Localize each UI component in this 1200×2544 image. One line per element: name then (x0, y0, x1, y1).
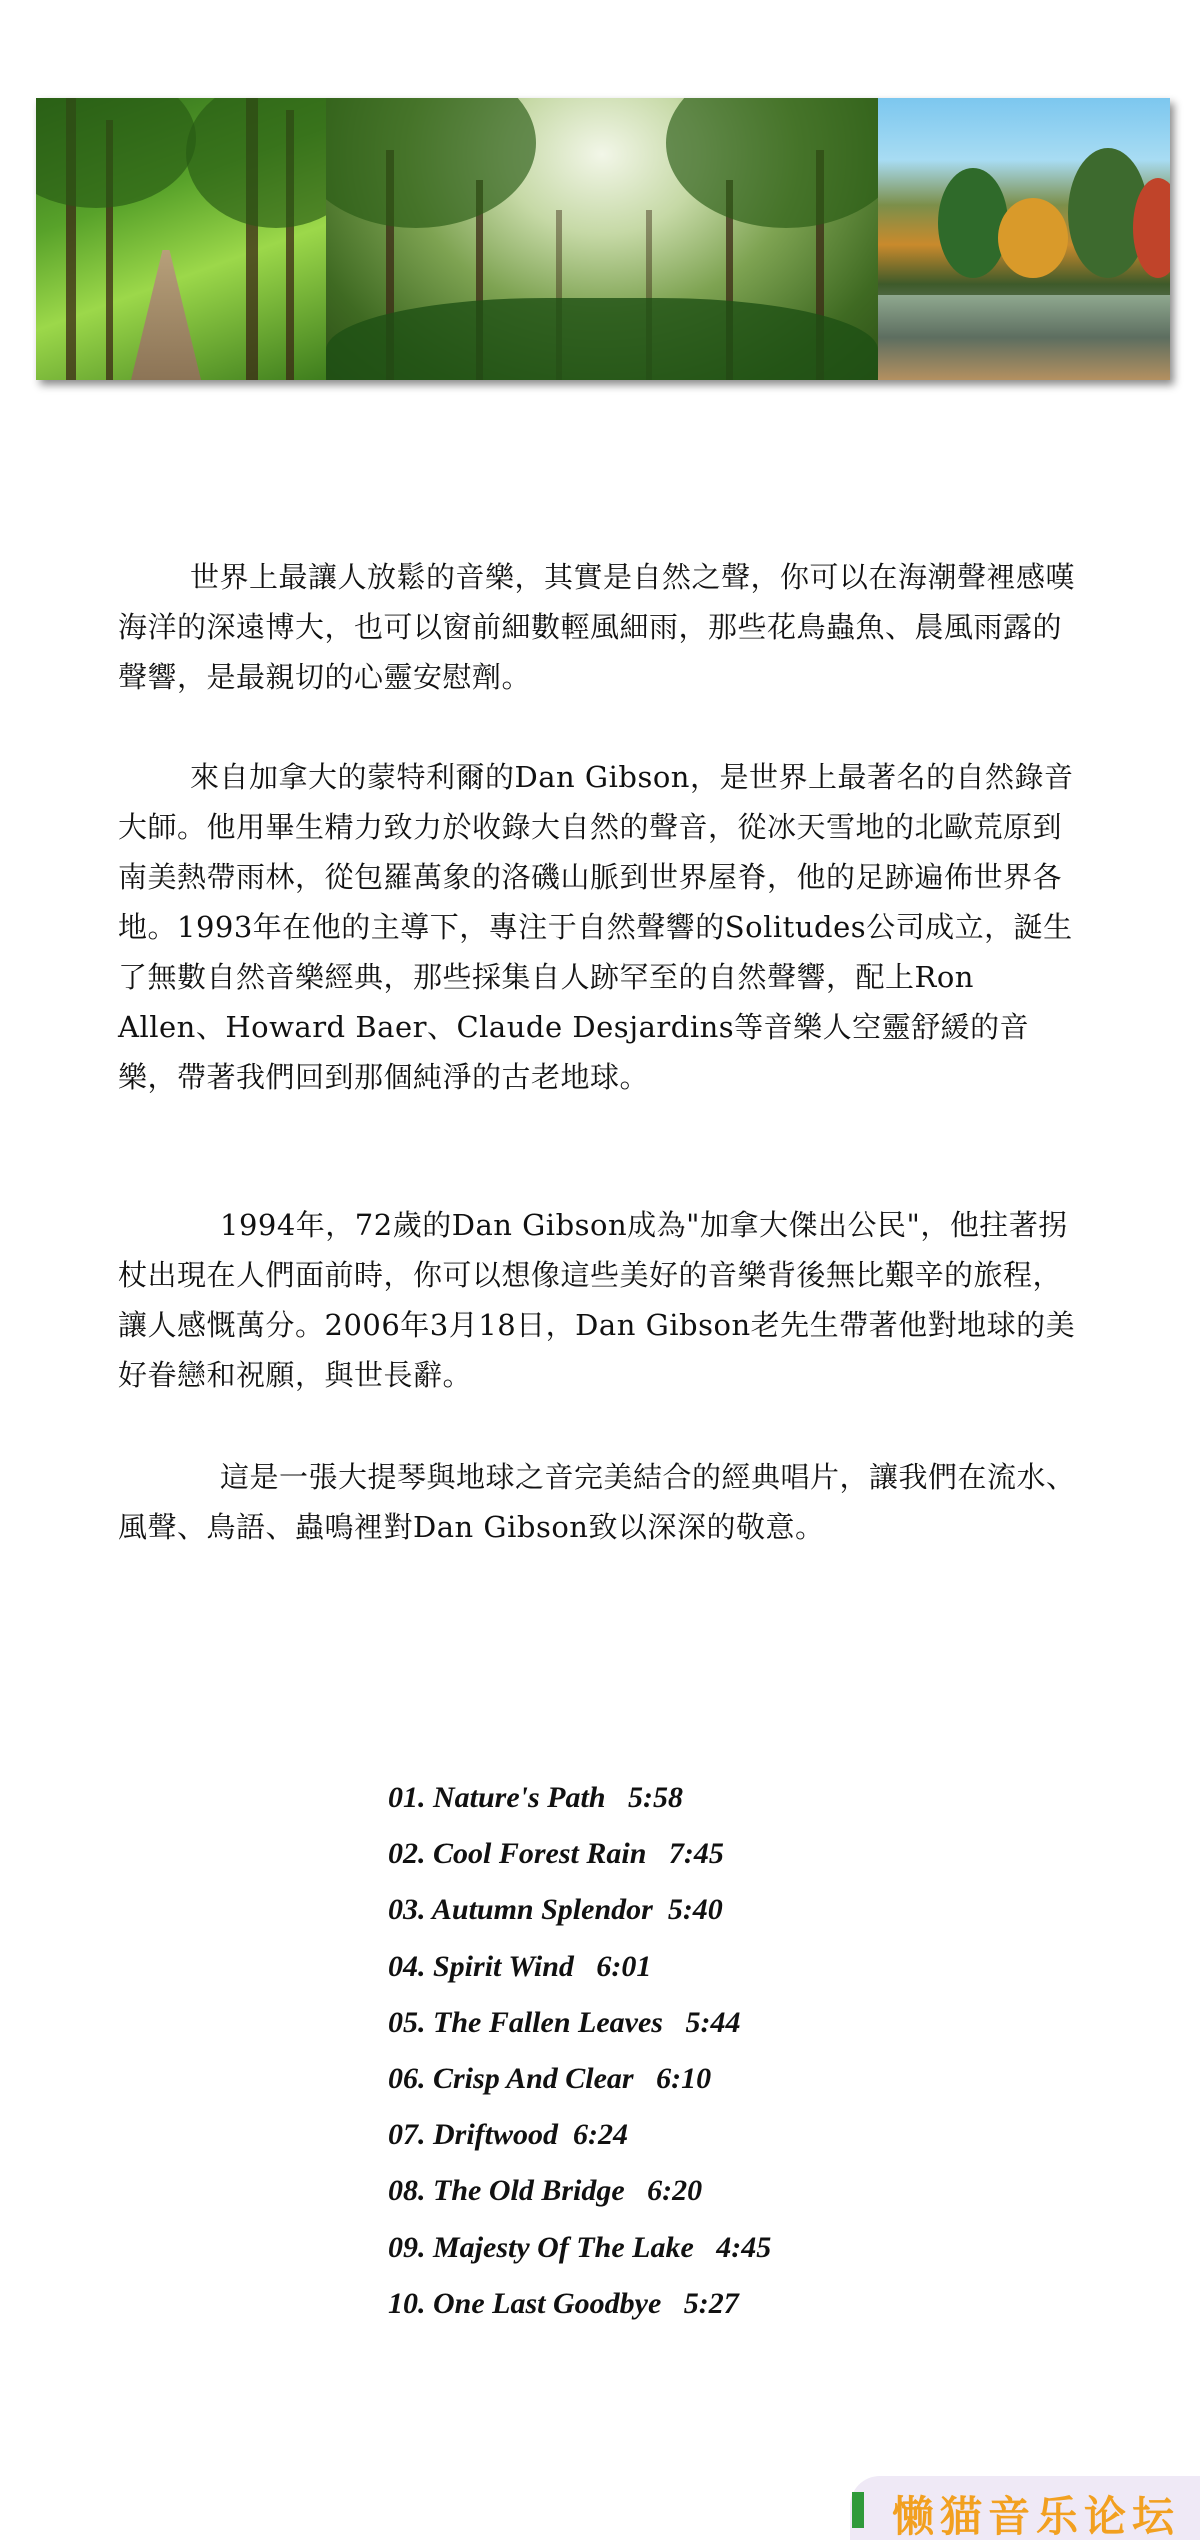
misty-forest-image (326, 98, 878, 380)
dan-gibson-biography-paragraph: 來自加拿大的蒙特利爾的Dan Gibson，是世界上最著名的自然錄音大師。他用畢生精力致力於收錄大自然的聲音，從冰天雪地的北歐荒原到南美熱帶雨林，從包羅萬象的洛磯山脈到世界屋脊，他的足跡遍佈世界各地。1993年在他的主導下，專注于自然聲響的Solitudes公司成立，誕生了無數自然音樂經典，那些採集自人跡罕至的自然聲響，配上Ron Allen、Howard Baer、Claude Desjardins等音樂人空靈舒緩的音樂，帶著我們回到那個純淨的古老地球。 (118, 760, 1074, 1094)
track-item: 10. One Last Goodbye 5:27 (388, 2286, 739, 2320)
header-banner (36, 98, 1170, 380)
track-item: 07. Driftwood 6:24 (388, 2118, 628, 2152)
watermark-text: 懒猫音乐论坛 (892, 2492, 1181, 2541)
album-tribute-paragraph: 這是一張大提琴與地球之音完美結合的經典唱片，讓我們在流水、風聲、鳥語、蟲鳴裡對Dan Gibson致以深深的敬意。 (118, 1460, 1076, 1544)
intro-paragraph: 世界上最讓人放鬆的音樂，其實是自然之聲，你可以在海潮聲裡感嘆海洋的深遠博大，也可以窗前細數輕風細雨，那些花鳥蟲魚、晨風雨露的聲響，是最親切的心靈安慰劑。 (118, 560, 1076, 694)
autumn-lake-image (878, 98, 1170, 380)
track-item: 06. Crisp And Clear 6:10 (388, 2061, 712, 2095)
track-item: 08. The Old Bridge 6:20 (388, 2174, 703, 2208)
forest-path-image (36, 98, 326, 380)
track-item: 05. The Fallen Leaves 5:44 (388, 2005, 741, 2039)
track-item: 02. Cool Forest Rain 7:45 (388, 1837, 724, 1871)
track-item: 01. Nature's Path 5:58 (388, 1781, 684, 1814)
track-list (388, 1770, 771, 2332)
track-item: 09. Majesty Of The Lake 4:45 (388, 2230, 772, 2264)
forum-watermark (850, 2476, 1200, 2540)
track-item: 04. Spirit Wind 6:01 (388, 1949, 652, 1983)
track-item: 03. Autumn Splendor 5:40 (388, 1893, 723, 1927)
dan-gibson-legacy-paragraph: 1994年，72歲的Dan Gibson成為"加拿大傑出公民"，他拄著拐杖出現在人們面前時，你可以想像這些美好的音樂背後無比艱辛的旅程，讓人感慨萬分。2006年3月18日，Dan Gibson老先生帶著他對地球的美好眷戀和祝願，與世長辭。 (118, 1208, 1076, 1392)
flag-icon (852, 2492, 864, 2528)
